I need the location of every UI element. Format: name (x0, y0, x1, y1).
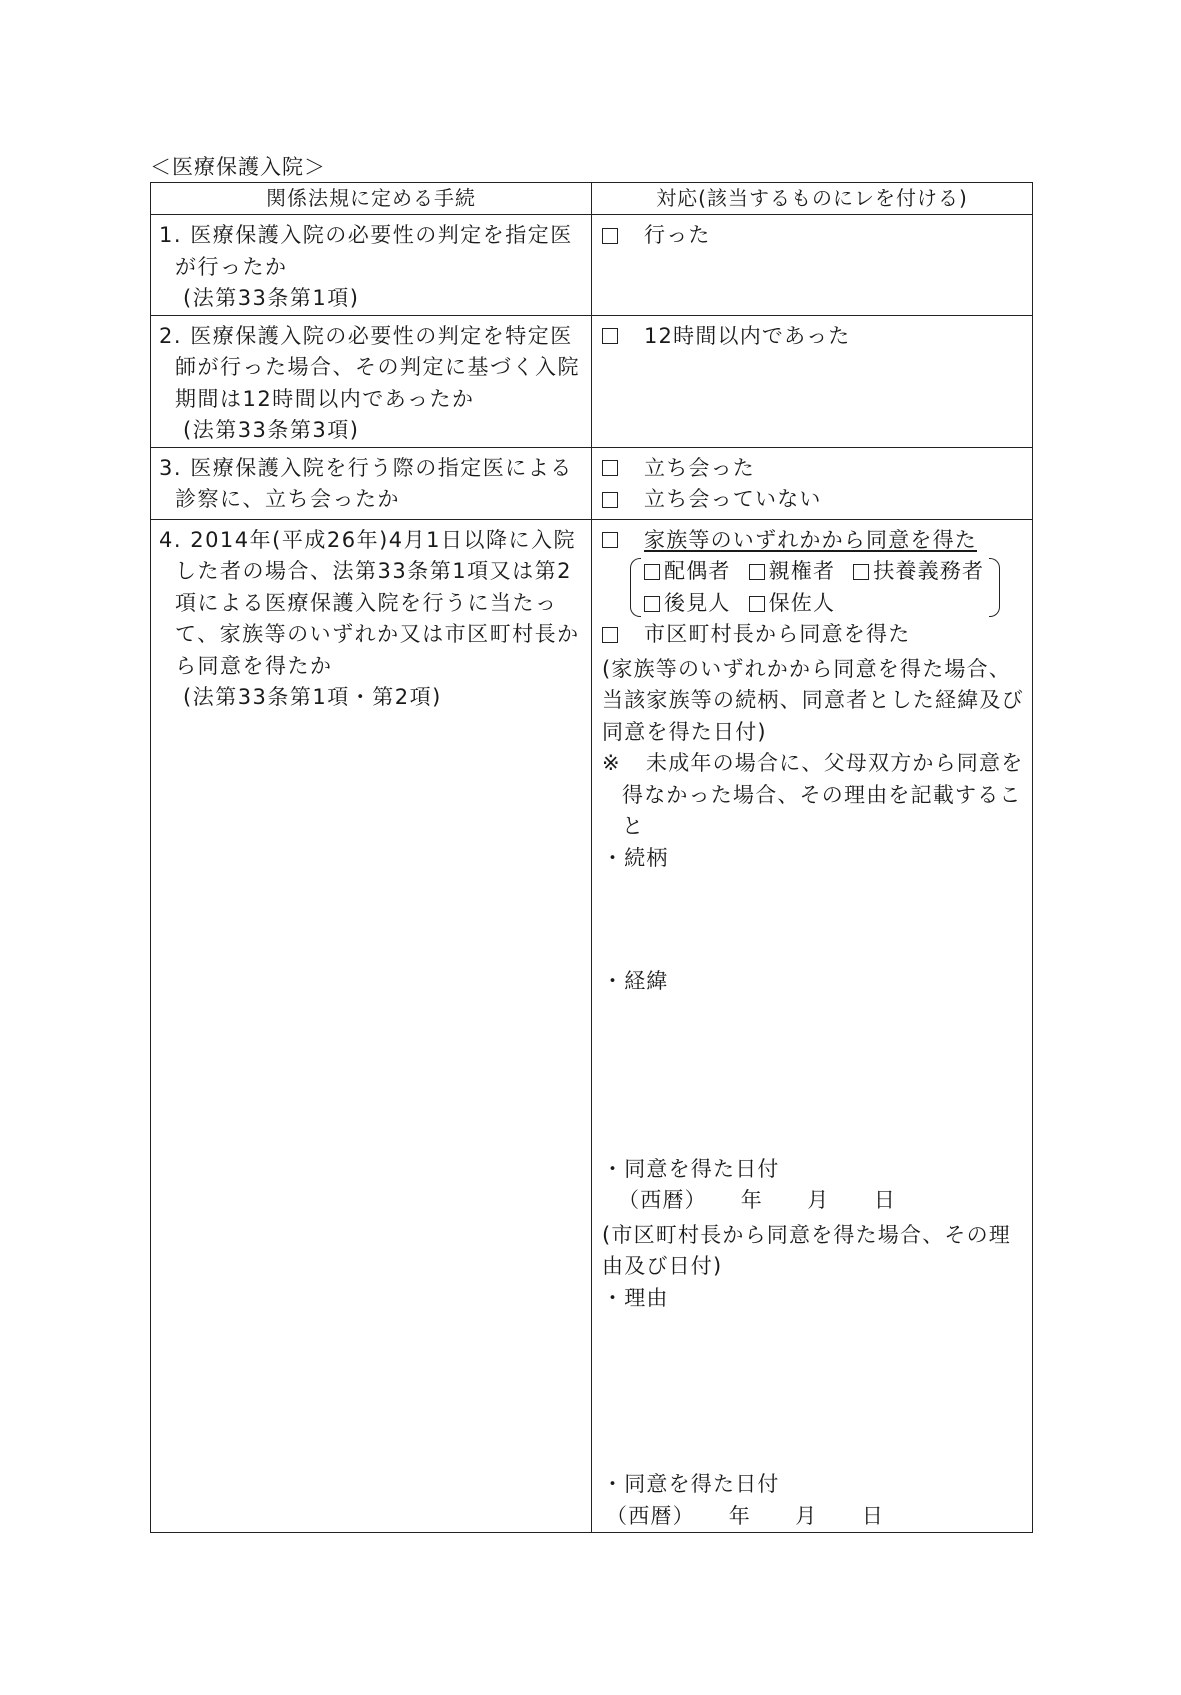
note-mark: ※ (602, 751, 621, 775)
mayor-consent-note: (市区町村長から同意を得た場合、その理由及び日付) (602, 1222, 1011, 1278)
relation-options (630, 556, 1000, 619)
relation-label: 後見人 (664, 590, 731, 615)
relation-label: 扶養義務者 (873, 559, 985, 583)
relation-label: 保佐人 (768, 590, 836, 615)
relation-option-curator[interactable] (749, 588, 836, 620)
section-title: ＜医療保護入院＞ (150, 155, 326, 179)
row1-question-cell (151, 215, 592, 316)
date2-line[interactable]: （西暦） 年 月 日 (606, 1503, 885, 1528)
relation-input-area[interactable] (602, 874, 1024, 966)
relation-option-guardian[interactable] (644, 588, 731, 620)
table-header-row (151, 183, 1033, 215)
row4-law: (法第33条第1項・第2項) (183, 685, 442, 709)
date1-line[interactable]: （西暦） 年 月 日 (618, 1188, 897, 1212)
table-row (151, 215, 1033, 316)
row3-option1-label: 立ち会った (644, 455, 755, 480)
row2-option1[interactable] (602, 321, 1024, 353)
row4-option1[interactable] (602, 525, 1024, 557)
row3-question-cell (151, 447, 592, 519)
row2-law: (法第33条第3項) (183, 418, 360, 442)
row1-answer-cell (592, 215, 1033, 316)
row2-question: 2. 医療保護入院の必要性の判定を特定医師が行った場合、その判定に基づく入院期間は12時間以内であったか (159, 323, 580, 411)
checkbox[interactable] (644, 564, 660, 580)
row4-question: 4. 2014年(平成26年)4月1日以降に入院した者の場合、法第33条第1項又は第2項による医療保護入院を行うに当たって、家族等のいずれか又は市区町村長から同意を得たか (159, 527, 580, 678)
minor-note-text: 未成年の場合に、父母双方から同意を得なかった場合、その理由を記載すること (622, 751, 1024, 838)
checkbox[interactable] (602, 492, 618, 508)
row3-question: 3. 医療保護入院を行う際の指定医による診察に、立ち会ったか (159, 455, 573, 511)
row2-option1-label: 12時間以内であった (644, 323, 851, 348)
relation-label: 親権者 (768, 559, 836, 583)
relation-option-spouse[interactable] (644, 556, 731, 588)
checkbox[interactable] (749, 596, 765, 612)
header-right: 対応(該当するものにレを付ける) (592, 183, 1033, 215)
row3-option1[interactable] (602, 453, 1024, 485)
row4-answer-cell (592, 519, 1033, 1533)
table-row (151, 315, 1033, 447)
field-date2: ・同意を得た日付 (602, 1472, 780, 1496)
field-background: ・経緯 (602, 969, 669, 993)
row3-option2-label: 立ち会っていない (644, 487, 822, 511)
row4-question-cell (151, 519, 592, 1533)
checkbox[interactable] (749, 564, 765, 580)
checkbox[interactable] (602, 228, 618, 244)
reason-input-area[interactable] (602, 1314, 1024, 1469)
row1-question: 1. 医療保護入院の必要性の判定を指定医が行ったか (159, 223, 573, 279)
checkbox[interactable] (602, 328, 618, 344)
table-row (151, 447, 1033, 519)
relation-option-parental-authority[interactable] (749, 556, 836, 588)
minor-note (602, 748, 1024, 843)
field-reason: ・理由 (602, 1285, 669, 1310)
checkbox[interactable] (602, 460, 618, 476)
row2-answer-cell (592, 315, 1033, 447)
checkbox[interactable] (853, 564, 869, 580)
row2-question-cell (151, 315, 592, 447)
relation-option-support-obligor[interactable] (853, 556, 984, 588)
row4-option2-label: 市区町村長から同意を得た (644, 622, 911, 646)
field-date1: ・同意を得た日付 (602, 1156, 780, 1181)
family-consent-note: (家族等のいずれかから同意を得た場合、当該家族等の続柄、同意者とした経緯及び同意を得た日付) (602, 656, 1024, 744)
field-relation: ・続柄 (602, 845, 669, 870)
procedure-table (150, 182, 1033, 1533)
row1-option1-label: 行った (644, 223, 711, 247)
checkbox[interactable] (644, 596, 660, 612)
row1-option1[interactable] (602, 220, 1024, 252)
relation-label: 配偶者 (664, 559, 731, 583)
table-row (151, 519, 1033, 1533)
header-left: 関係法規に定める手続 (151, 183, 592, 215)
background-input-area[interactable] (602, 998, 1024, 1154)
row4-option1-label: 家族等のいずれかから同意を得た (644, 527, 977, 552)
checkbox[interactable] (602, 627, 618, 643)
checkbox[interactable] (602, 532, 618, 548)
row3-option2[interactable] (602, 484, 1024, 516)
row1-law: (法第33条第1項) (183, 286, 360, 310)
row4-option2[interactable] (602, 619, 1024, 651)
row3-answer-cell (592, 447, 1033, 519)
